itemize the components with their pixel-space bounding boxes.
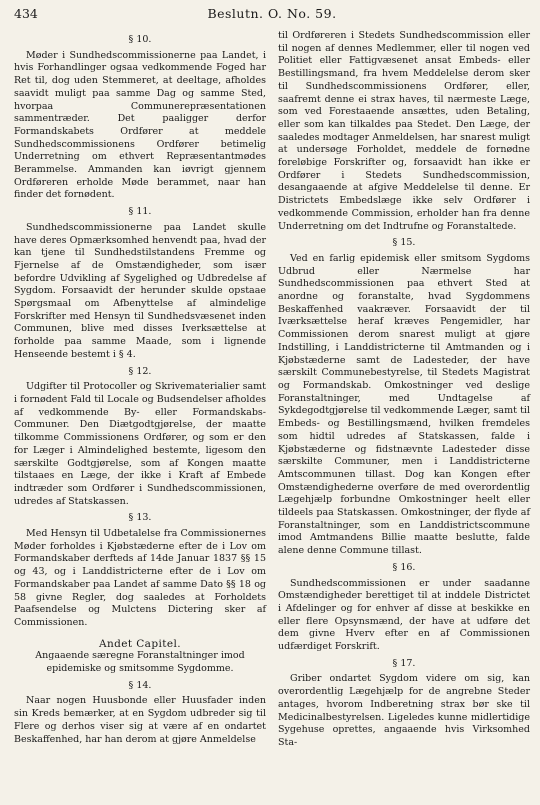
- paragraph: Griber ondartet Sygdom videre om sig, kan overordentlig Lægehjælp for de angrebne Steder antages, hvorom Indberetning strax bør ske til Medicinalbestyrelsen. Ligeledes kunne midlertidige Sygehuse oprettes, angaaende hvis Virksomhed Sta-: [278, 673, 530, 748]
- left-column: [14, 30, 266, 750]
- paragraph: Udgifter til Protocoller og Skrivematerialier samt i fornødent Fald til Locale og Budsendelser afholdes af vedkommende By- eller Formandskabs-Communer. Den Diætgodtgjørelse, der maatte tilkomme Commissionens Ordfører, og som er den for Læger i Almindelighed bestemte, ligesom den særskilte Godtgjørelse, som af Kongen maatte tilstaaes en Læge, der ikke i Kraft af Embede indtræder som Ordfører i Sundhedscommissionen, udredes af Statskassen.: [14, 381, 266, 507]
- page-header: [14, 6, 530, 26]
- section-heading: § 10.: [128, 34, 152, 45]
- section-heading: § 12.: [128, 365, 152, 377]
- section-heading: § 11.: [128, 206, 152, 218]
- paragraph: Møder i Sundhedscommissionerne paa Landet, i hvis Forhandlinger ogsaa vedkommende Foged har Ret til, dog uden Stemmeret, at deeltage, afholdes saavidt muligt paa samme Dag og samme Sted, hvorpaa Communerepræsentationen sammentræder. Det paaligger derfor Formandskabets Ordfører at meddele Sundhedscommissionens Ordfører betimelig Underretning om ethvert Repræsentantmødes Berammelse. Ammanden kan iøvrigt gjennem Ordføreren erholde Møde berammet, naar han finder det fornødent.: [14, 49, 266, 201]
- section-heading: § 16.: [392, 561, 416, 573]
- section-heading: § 17.: [392, 657, 416, 669]
- chapter-title: Andet Capitel.: [99, 637, 181, 650]
- section-heading: § 13.: [128, 512, 152, 524]
- text-columns: [14, 30, 530, 750]
- section-heading: § 14.: [128, 679, 152, 691]
- chapter-subtitle: Angaaende særegne Foranstaltninger imod epidemiske og smitsomme Sygdomme.: [35, 650, 245, 675]
- page-number: 434: [14, 6, 38, 21]
- paragraph: Med Hensyn til Udbetalelse fra Commissionernes Møder forholdes i Kjøbstæderne efter de i Lov om Formandskaber derfteds af 14de Januar 1837 §§ 15 og 43, og i Landdistricterne efter de i Lov om Formandskaber paa Landet af samme Dato §§ 18 og 58 givne Regler, dog saaledes at Forholdets Paafsendelse og Mulctens Dictering sker af Commissionen.: [14, 528, 266, 628]
- paragraph-continued: til Ordføreren i Stedets Sundhedscommission eller til nogen af dennes Medlemmer, eller til nogen ved Politiet eller Fattigvæsenet ansat Embeds- eller Bestillingsmand, fra hvem Meddelelse derom sker til Sundhedscommissionens Ordfører, eller, saafremt denne ei strax haves, til nærmeste Læge, som ved Forestaaende ansættes, uden Betaling, eller som kan tilkaldes paa Stedet. Den Læge, der saaledes modtager Anmeldelsen, har snarest muligt at undersøge Forholdet, meddele de fornødne foreløbige Forskrifter og, forsaavidt han ikke er Ordfører i Stedets Sundhedscommission, desangaaende at afgive Meddelelse til denne. Er Districtets Embedslæge ikke selv Ordfører i vedkommende Commission, erholder han fra denne Underretning om det Indtrufne og Foranstaltede.: [278, 30, 530, 232]
- section-heading: § 15.: [392, 237, 416, 249]
- right-column: [278, 30, 530, 750]
- paragraph: Sundhedscommissionerne paa Landet skulle have deres Opmærksomhed henvendt paa, hvad der kan tjene til Sundhedstilstandens Fremme og Fjernelse af de Omstændigheder, som især befordre Udvikling af Sygelighed og Udbredelse af Sygdom. Forsaavidt der herunder skulde opstaae Spørgsmaal om Afbenyttelse af almindelige Forskrifter med Hensyn til Sundhedsvæsenet inden Communen, blive med disses Iverksættelse at forholde paa samme Maade, som i lignende Henseende bestemt i § 4.: [14, 221, 266, 360]
- paragraph: Sundhedscommissionen er under saadanne Omstændigheder berettiget til at inddele Districtet i Afdelinger og for enhver af disse at beskikke en eller flere Opsynsmænd, der have at udføre det dem givne Hverv efter en af Commissionen udfærdiget Forskrift.: [278, 577, 530, 653]
- paragraph: Ved en farlig epidemisk eller smitsom Sygdoms Udbrud eller Nærmelse har Sundhedscommissionen paa ethvert Sted at anordne og foranstalte, hvad Sygdommens Beskaffenhed vaakræver. Forsaavidt der til Iværksættelse heraf kræves Pengemidler, har Commissionen derom snarest muligt at gjøre Indstilling, i Landdistricterne til Amtmanden og i Kjøbstæderne samt de Ladesteder, der have særskilt Communebestyrelse, til Stedets Magistrat og Formandskab. Omkostninger ved deslige Foranstaltninger, med Undtagelse af Sykdegodtgjørelse til vedkommende Læger, samt til Embeds- og Bestillingsmænd, hvilken fremdeles som hidtil udredes af Statskassen, falde i Kjøbstæderne og fidstnævnte Ladesteder disse særskilte Communer, men i Landdistricterne Amtscommunen tillast. Dog kan Kongen efter Omstændighederne overføre de med overordentlig Lægehjælp forbundne Omkostninger heelt eller tildeels paa Statskassen. Omkostninger, der flyde af Foranstaltninger, som en Landdistrictscommune imod Amtmandens Billie maatte beslutte, falde alene denne Commune tillast.: [278, 252, 530, 557]
- paragraph: Naar nogen Huusbonde eller Huusfader inden sin Kreds bemærker, at en Sygdom udbreder sig til Flere og derhos viser sig at være af en ondartet Beskaffenhed, har han derom at gjøre Anmeldelse: [14, 695, 266, 745]
- running-title: Beslutn. O. No. 59.: [207, 6, 337, 21]
